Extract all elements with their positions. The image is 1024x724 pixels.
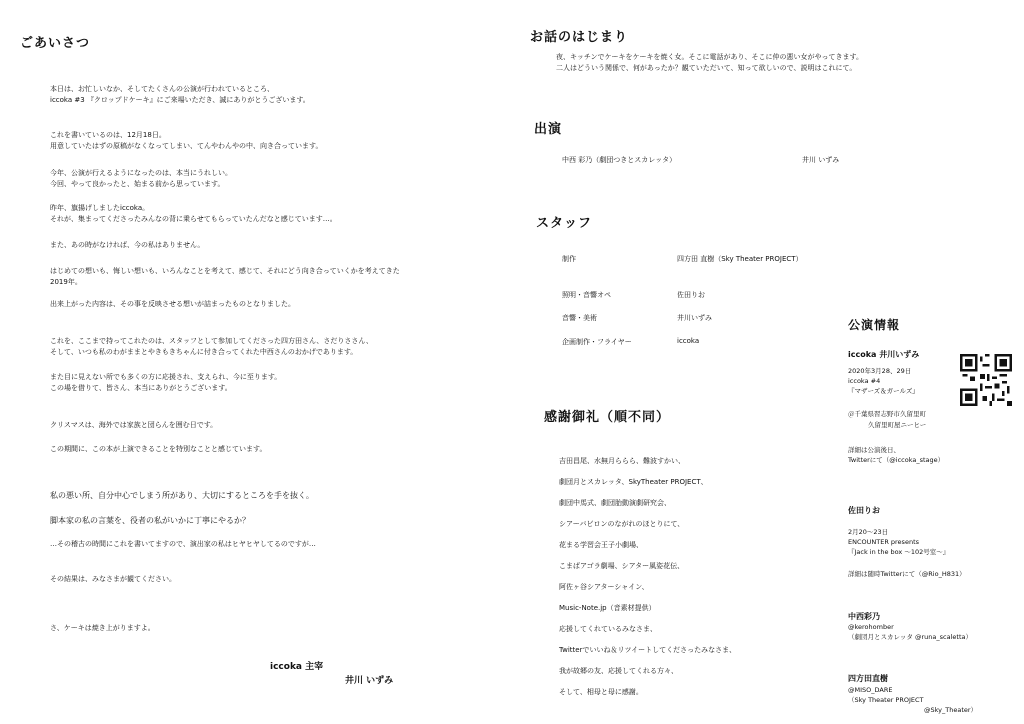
greeting-line: クリスマスは、海外では家族と団らんを囲む日です。: [50, 421, 218, 429]
qr-code[interactable]: [960, 354, 1012, 406]
thanks-line: Music-Note.jp（音素材提供）: [559, 604, 656, 612]
greeting-line: また目に見えない所でも多くの方に応援され、支えられ、今に至ります。: [50, 373, 282, 381]
greeting-line: これを書いているのは、12月18日。: [50, 131, 166, 139]
greeting-line: 2019年。: [50, 278, 82, 286]
greeting-line: そして、いつも私のわがままとやきもきちゃんに付き合ってくれた中西さんのおかげであります。: [50, 348, 358, 356]
thanks-line: こまばアゴラ劇場、シアター風姿花伝、: [559, 562, 685, 570]
staff-name: 佐田りお: [677, 291, 705, 299]
staff-role: 制作: [562, 255, 576, 263]
sada-line: 『Jack in the box ～102号室～』: [848, 548, 950, 556]
info-schedule: iccoka #4: [848, 377, 881, 385]
staff-heading: スタッフ: [536, 216, 593, 231]
greeting-line: その結果は、みなさまが観てください。: [50, 575, 176, 583]
thanks-line: Twitterでいいね＆リツイートしてくださったみなさま、: [559, 646, 737, 654]
greeting-line: また、あの時がなければ、今の私はありません。: [50, 241, 205, 249]
info-venue: ＠千葉県習志野市久留里町: [848, 410, 926, 418]
story-line: 二人はどういう関係で、何があったか？観ていただいて、知って欲しいので、説明はこれにて。: [556, 64, 857, 72]
thanks-line: 応援してくれているみなさま、: [559, 625, 657, 633]
sada-name: 佐田りお: [848, 506, 880, 515]
thanks-line: 吉田昌尾、水無月ららら、難波すかい、: [559, 457, 685, 465]
greeting-line: iccoka #3 『クロップドケーキ』にご来場いただき、誠にありがとうございます。: [50, 96, 310, 104]
greeting-heading: ごあいさつ: [20, 36, 91, 51]
cast-member: 中西 彩乃（劇団つきとスカレッタ）: [562, 156, 677, 164]
staff-name: 四方田 直樹（Sky Theater PROJECT）: [677, 255, 803, 263]
sada-line: ENCOUNTER presents: [848, 538, 919, 546]
cast-member: 井川 いずみ: [802, 156, 840, 164]
sada-line: 2月20～23日: [848, 528, 889, 536]
staff-role: 照明・音響オペ: [562, 291, 611, 299]
greeting-line: この場を借りて、皆さん、本当にありがとうございます。: [50, 384, 232, 392]
thanks-line: 劇団月とスカレッタ、SkyTheater PROJECT、: [559, 478, 708, 486]
thanks-line: 阿佐ヶ谷シアターシャイン、: [559, 583, 649, 591]
staff-role: 音響・美術: [562, 314, 597, 322]
greeting-line: 本日は、お忙しいなか、そしてたくさんの公演が行われているところ、: [50, 85, 274, 93]
greeting-line: …その稽古の時間にこれを書いてますので、演出家の私はヒヤヒヤしてるのですが…: [50, 540, 316, 548]
greeting-line: はじめての想いも、悔しい想いも、いろんなことを考えて、感じて、それにどう向き合っていくかを考えてきた: [50, 267, 400, 275]
nakanishi-line: @kerohomber: [848, 623, 894, 631]
story-line: 夜、キッチンでケーキをケーキを焼く女。そこに電話があり、そこに仲の悪い女がやってきます。: [556, 53, 863, 61]
greeting-line: それが、集まってくださったみんなの背に乗らせてもらっていたんだなと感じています…。: [50, 215, 337, 223]
greeting-line: 今回、やって良かったと、始まる前から思っています。: [50, 180, 225, 188]
staff-name: 井川いずみ: [677, 314, 712, 322]
info-title: iccoka 井川いずみ: [848, 350, 920, 359]
thanks-heading: 感謝御礼（順不同）: [544, 410, 671, 425]
staff-role: 企画制作・フライヤー: [562, 338, 632, 346]
yomoda-line: @Sky_Theater）: [924, 706, 978, 714]
thanks-line: 劇団中馬式、劇団胎動演劇研究会、: [559, 499, 671, 507]
greeting-line: 用意していたはずの原稿がなくなってしまい、てんやわんやの中、向き合っています。: [50, 142, 323, 150]
cast-heading: 出演: [534, 122, 563, 137]
greeting-line: 私の悪い所、自分中心でしまう所があり、大切にするところを手を抜く。: [50, 491, 314, 500]
greeting-line: 脚本家の私の言葉を、役者の私がいかに丁寧にやるか？: [50, 516, 250, 525]
thanks-line: シアーバビロンのながれのほとりにて、: [559, 520, 685, 528]
thanks-line: そして、相母と母に感謝。: [559, 688, 643, 696]
info-page: [512, 0, 1024, 724]
greeting-line: この期間に、この本が上演できることを特別なことと感じています。: [50, 445, 267, 453]
greeting-line: これを、ここまで持ってこれたのは、スタッフとして参加してくださった四方田さん、さだりささん、: [50, 337, 373, 345]
sada-line: 詳細は随時Twitterにて（@Rio_H831）: [848, 570, 966, 578]
greeting-line: さ、ケーキは焼き上がりますよ。: [50, 624, 155, 632]
signature-name: 井川 いずみ: [345, 676, 394, 686]
signature-title: iccoka 主宰: [270, 662, 324, 672]
yomoda-line: @MISO_DARE: [848, 686, 893, 694]
info-schedule: 『マザーズ＆ガールズ』: [848, 387, 919, 395]
thanks-line: 我が故郷の友、応援してくれる方々、: [559, 667, 678, 675]
yomoda-name: 四方田直樹: [848, 674, 888, 683]
info-schedule: 2020年3月28、29日: [848, 367, 912, 375]
greeting-line: 出来上がった内容は、その事を反映させる想いが詰まったものとなりました。: [50, 300, 295, 308]
info-venue: 久留里町屋ニーヒー: [868, 421, 927, 429]
greeting-line: 昨年、旗揚げしましたiccoka。: [50, 204, 150, 212]
info-detail: Twitterにて（@iccoka_stage）: [848, 456, 945, 464]
thanks-line: 花まる学習会王子小劇場、: [559, 541, 643, 549]
info-heading: 公演情報: [848, 318, 901, 332]
greeting-line: 今年、公演が行えるようになったのは、本当にうれしい。: [50, 169, 232, 177]
story-heading: お話のはじまり: [530, 30, 629, 45]
staff-name: iccoka: [677, 337, 700, 345]
nakanishi-name: 中西彩乃: [848, 612, 880, 621]
yomoda-line: （Sky Theater PROJECT: [848, 696, 924, 704]
nakanishi-line: （劇団月とスカレッタ @runa_scaletta）: [848, 633, 972, 641]
info-detail: 詳細は公演後日、: [848, 446, 900, 454]
